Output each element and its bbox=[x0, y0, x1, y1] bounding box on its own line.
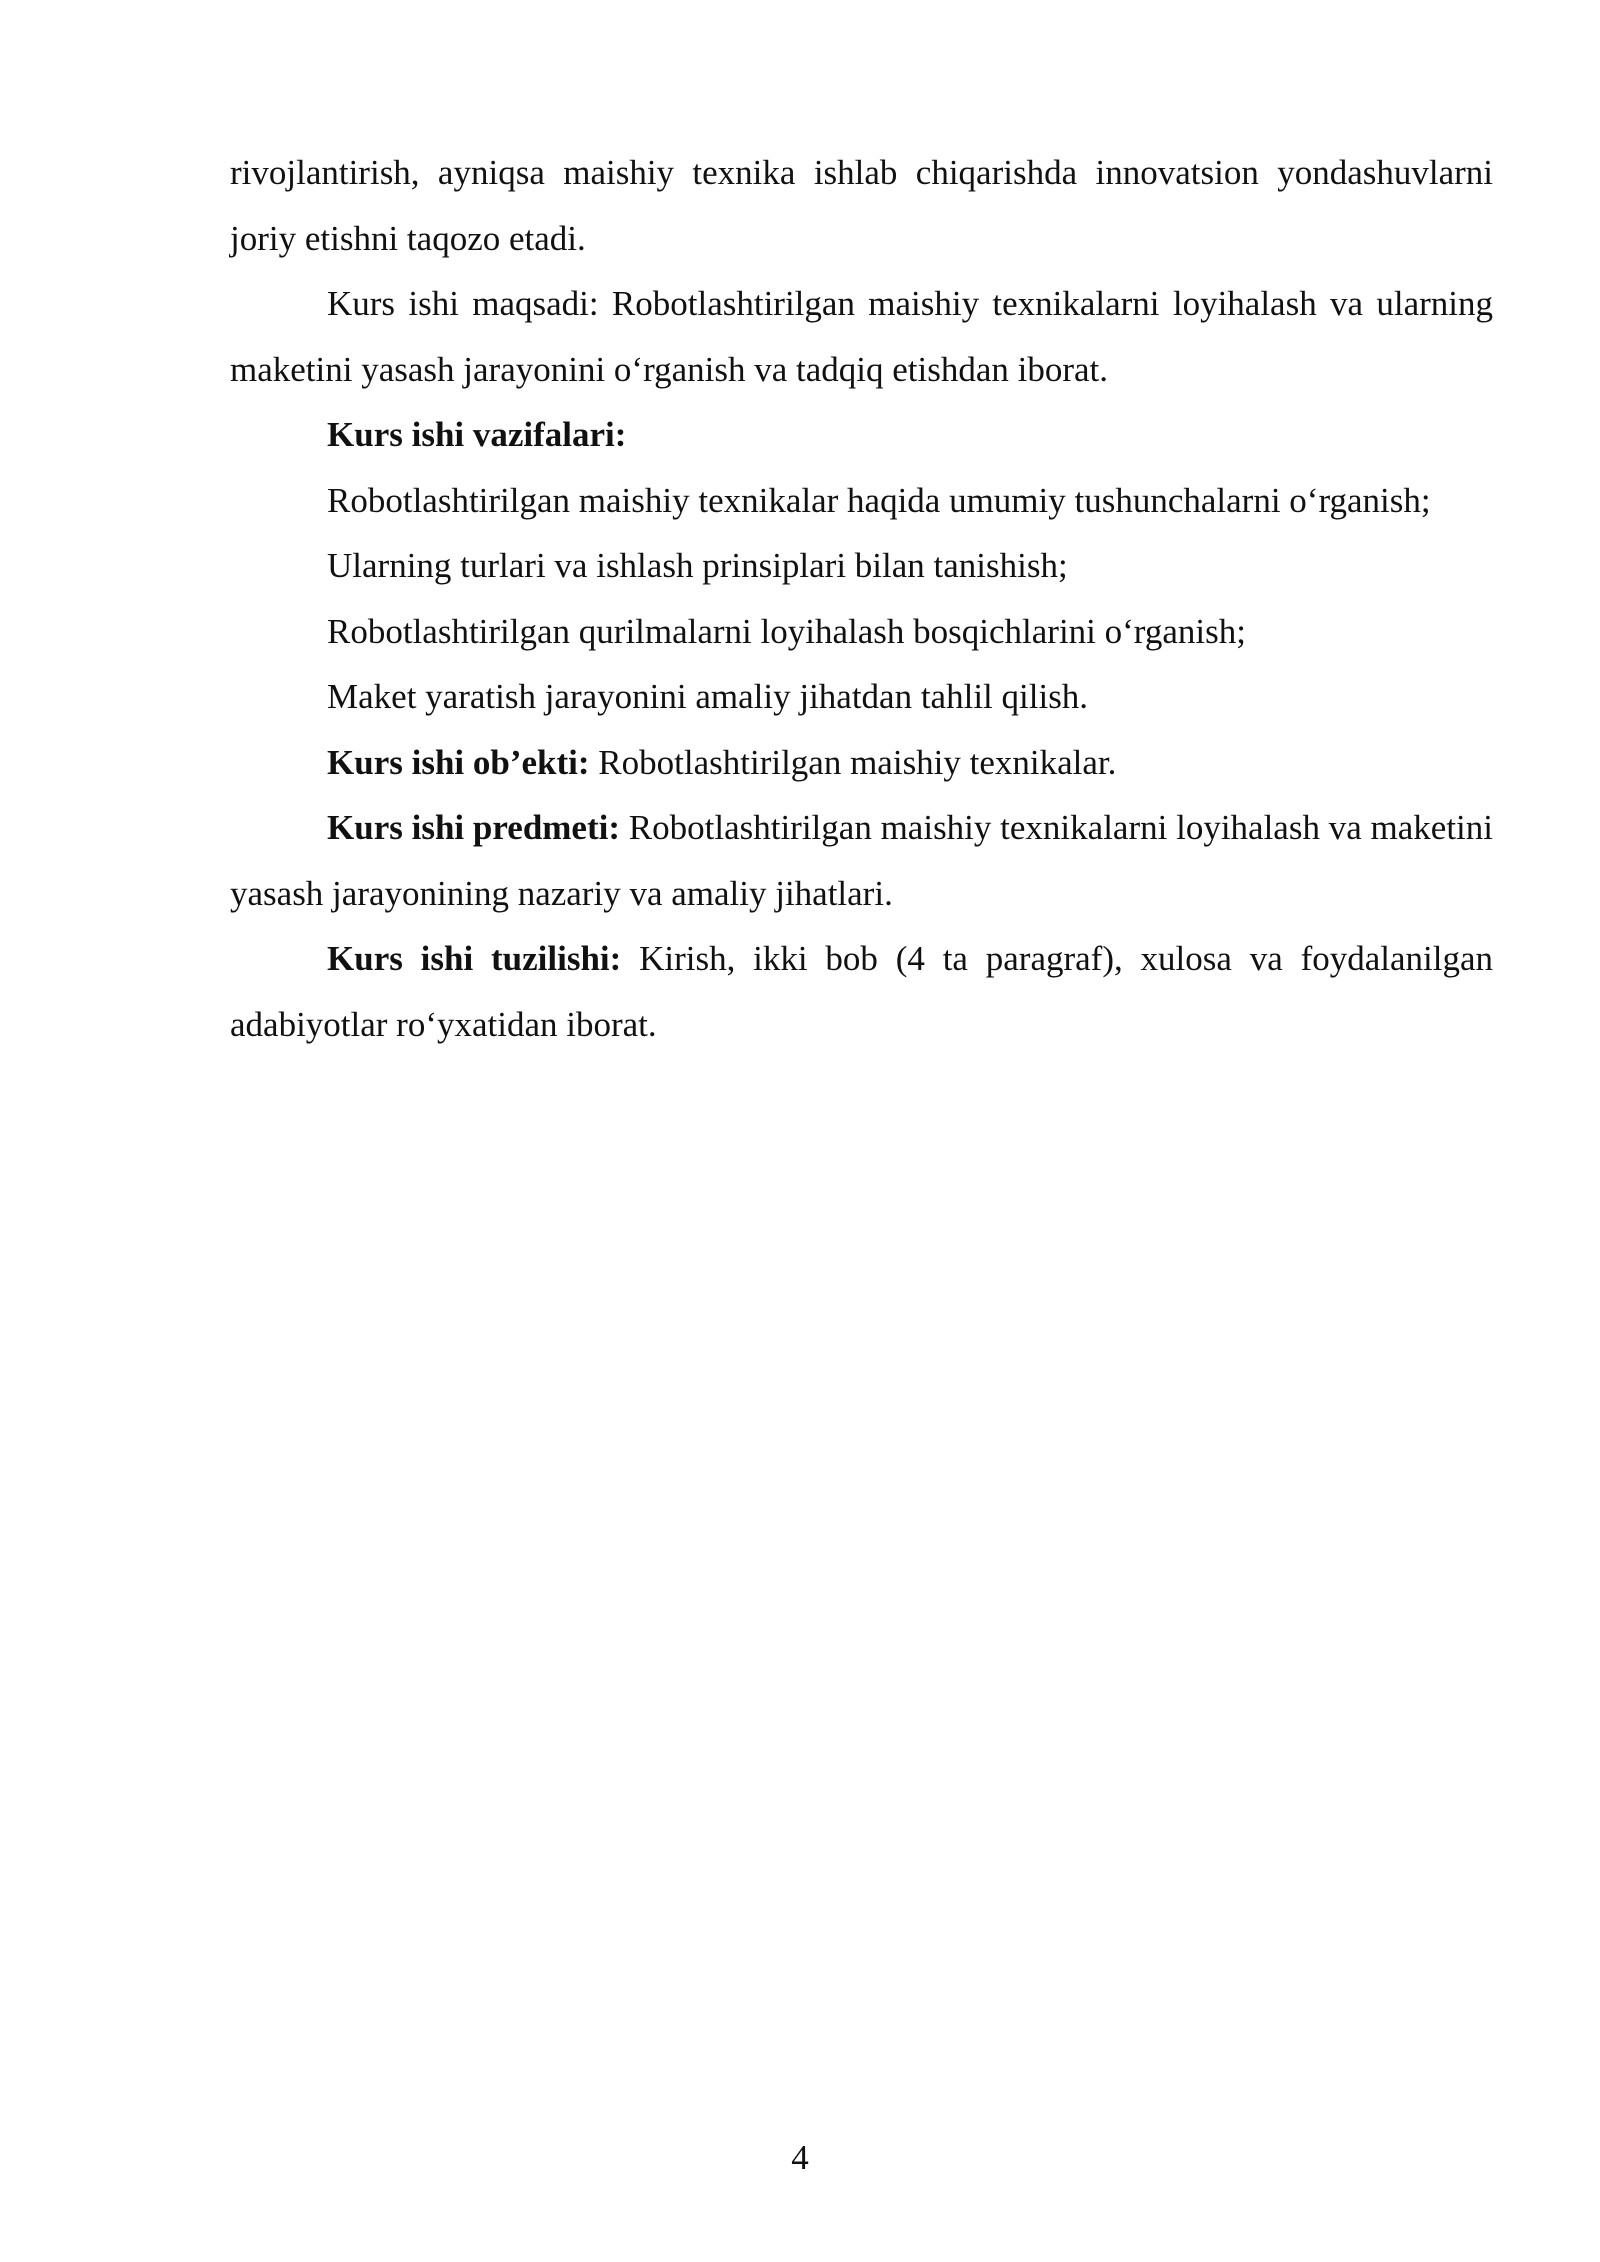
paragraph-continuation bbox=[230, 140, 1493, 271]
page-number: 4 bbox=[791, 2138, 809, 2177]
paragraph-text: rivojlantirish, ayniqsa maishiy texnika ishlab chiqarishda innovatsion yondashuvlarni joriy etishni taqozo etadi. bbox=[230, 153, 1493, 258]
paragraph-text: Robotlashtirilgan maishiy texnikalarni loyihalash va maketini yasash jarayonining nazariy va amaliy jihatlari. bbox=[230, 808, 1493, 913]
task-item bbox=[230, 533, 1493, 599]
paragraph-label: Kurs ishi tuzilishi: bbox=[327, 939, 622, 978]
paragraph-label: Kurs ishi ob’ekti: bbox=[327, 742, 590, 782]
paragraph-text: Robotlashtirilgan maishiy texnikalar haqida umumiy tushunchalarni o‘rganish; bbox=[327, 480, 1431, 520]
task-item bbox=[230, 664, 1493, 730]
task-item bbox=[230, 599, 1493, 665]
page-body bbox=[230, 140, 1493, 1057]
paragraph-structure bbox=[230, 926, 1493, 1057]
heading-label: Kurs ishi vazifalari: bbox=[327, 415, 627, 454]
paragraph-text: Kirish, ikki bob (4 ta paragraf), xulosa va foydalanilgan adabiyotlar ro‘yxatidan iborat. bbox=[230, 939, 1494, 1044]
paragraph-subject bbox=[230, 795, 1493, 926]
paragraph-goal bbox=[230, 271, 1493, 402]
paragraph-object bbox=[230, 730, 1493, 796]
paragraph-text: Kurs ishi maqsadi: Robotlashtirilgan maishiy texnikalarni loyihalash va ularning maketini yasash jarayonini o‘rganish va tadqiq etishdan iborat. bbox=[230, 284, 1493, 389]
paragraph-text: Ularning turlari va ishlash prinsiplari bilan tanishish; bbox=[327, 546, 1068, 585]
paragraph-text: Maket yaratish jarayonini amaliy jihatdan tahlil qilish. bbox=[327, 677, 1089, 716]
task-item bbox=[230, 468, 1493, 534]
paragraph-text: Robotlashtirilgan qurilmalarni loyihalash bosqichlarini o‘rganish; bbox=[327, 611, 1246, 651]
paragraph-label: Kurs ishi predmeti: bbox=[327, 808, 621, 847]
heading-tasks bbox=[230, 402, 1493, 468]
paragraph-text: Robotlashtirilgan maishiy texnikalar. bbox=[589, 742, 1117, 782]
